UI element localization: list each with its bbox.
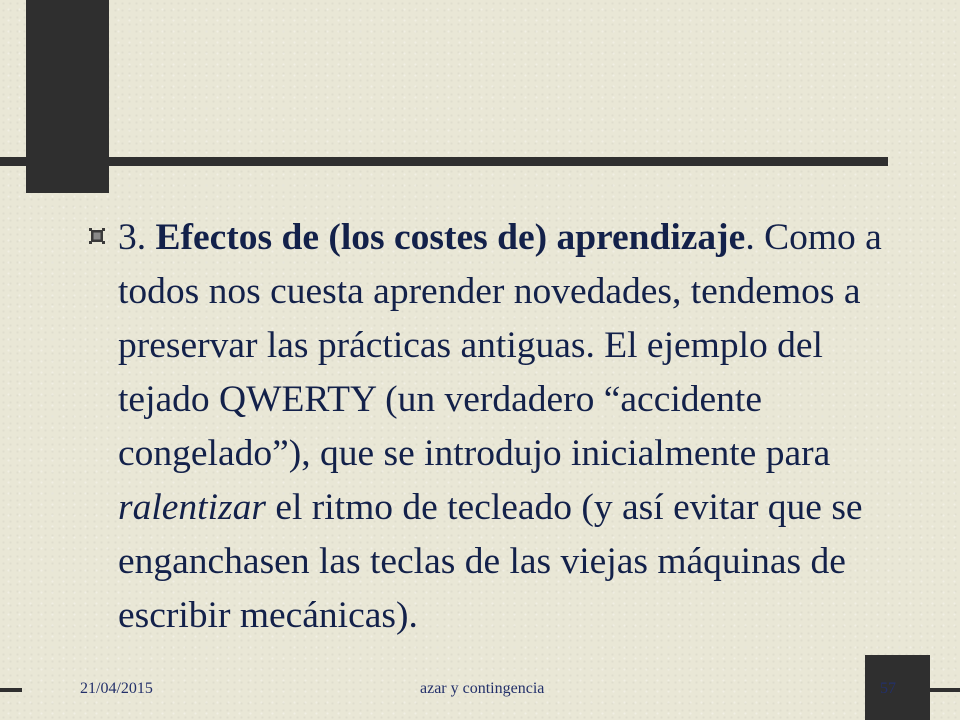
footer-date: 21/04/2015 bbox=[80, 680, 153, 697]
body-text-part-1: Como a todos nos cuesta aprender novedades, tendemos a preservar las prácticas antiguas. El ejemplo del tejado QWERTY (un verdadero “accidente congelado”), que se introdujo inicialmente para bbox=[118, 217, 882, 474]
square-bullet-icon bbox=[87, 226, 107, 246]
decorative-horizontal-bar bbox=[0, 157, 888, 166]
footer-title: azar y contingencia bbox=[420, 680, 545, 697]
heading-period: . bbox=[745, 217, 765, 258]
footer-rule-right bbox=[930, 688, 960, 692]
emphasis-word: ralentizar bbox=[118, 487, 266, 528]
item-number: 3. bbox=[118, 217, 156, 258]
footer-rule-left bbox=[0, 688, 22, 692]
item-heading: Efectos de (los costes de) aprendizaje bbox=[155, 217, 746, 258]
slide-body-text bbox=[118, 211, 918, 643]
body-text-part-2: el ritmo de tecleado (y así evitar que se enganchasen las teclas de las viejas máquinas de escribir mecánicas). bbox=[118, 487, 863, 636]
footer-page-number: 57 bbox=[880, 680, 896, 697]
